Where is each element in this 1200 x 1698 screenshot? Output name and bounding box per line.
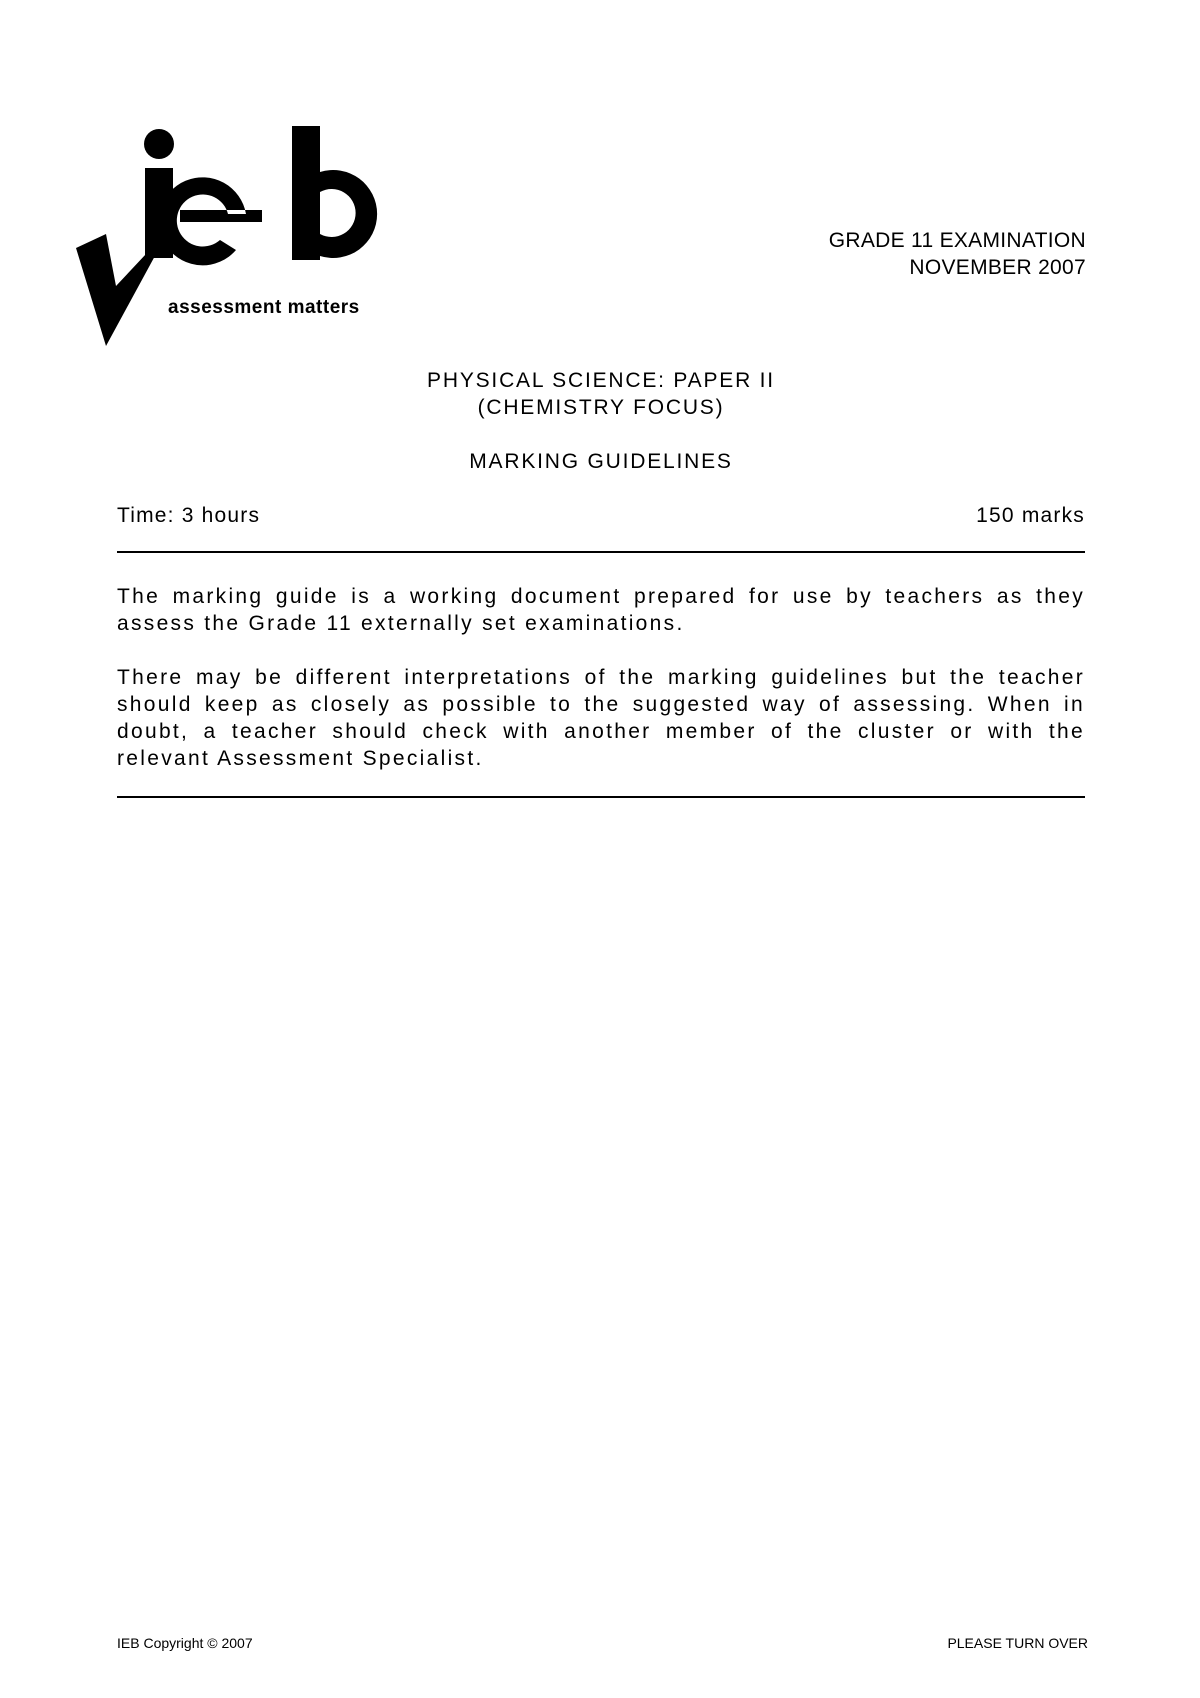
exam-meta-row — [117, 502, 1085, 529]
exam-marks: 150 marks — [976, 504, 1085, 527]
divider-bottom — [117, 796, 1085, 798]
subject-title: PHYSICAL SCIENCE: PAPER II — [427, 369, 775, 392]
document-title: MARKING GUIDELINES — [469, 450, 733, 473]
subject-focus: (CHEMISTRY FOCUS) — [477, 396, 725, 419]
guidance-paragraph: There may be different interpretations of the marking guidelines but the teacher should keep as closely as possible to the suggested way of assessing. When in doubt, a teacher should check with another member of the cluster or with the relevant Assessment Specialist. — [117, 666, 1085, 770]
footer-turn-over: PLEASE TURN OVER — [947, 1635, 1088, 1651]
exam-header — [829, 227, 1086, 281]
logo-tagline: assessment matters — [168, 297, 360, 318]
exam-time: Time: 3 hours — [117, 504, 261, 527]
footer-copyright: IEB Copyright © 2007 — [117, 1635, 253, 1651]
ieb-logo-mark — [76, 126, 416, 354]
intro-paragraph: The marking guide is a working document prepared for use by teachers as they assess the Grade 11 externally set examinations. — [117, 585, 1085, 635]
divider-top — [117, 551, 1085, 553]
exam-grade: GRADE 11 EXAMINATION — [828, 229, 1086, 252]
exam-date: NOVEMBER 2007 — [909, 256, 1086, 279]
ieb-logo — [76, 126, 416, 354]
